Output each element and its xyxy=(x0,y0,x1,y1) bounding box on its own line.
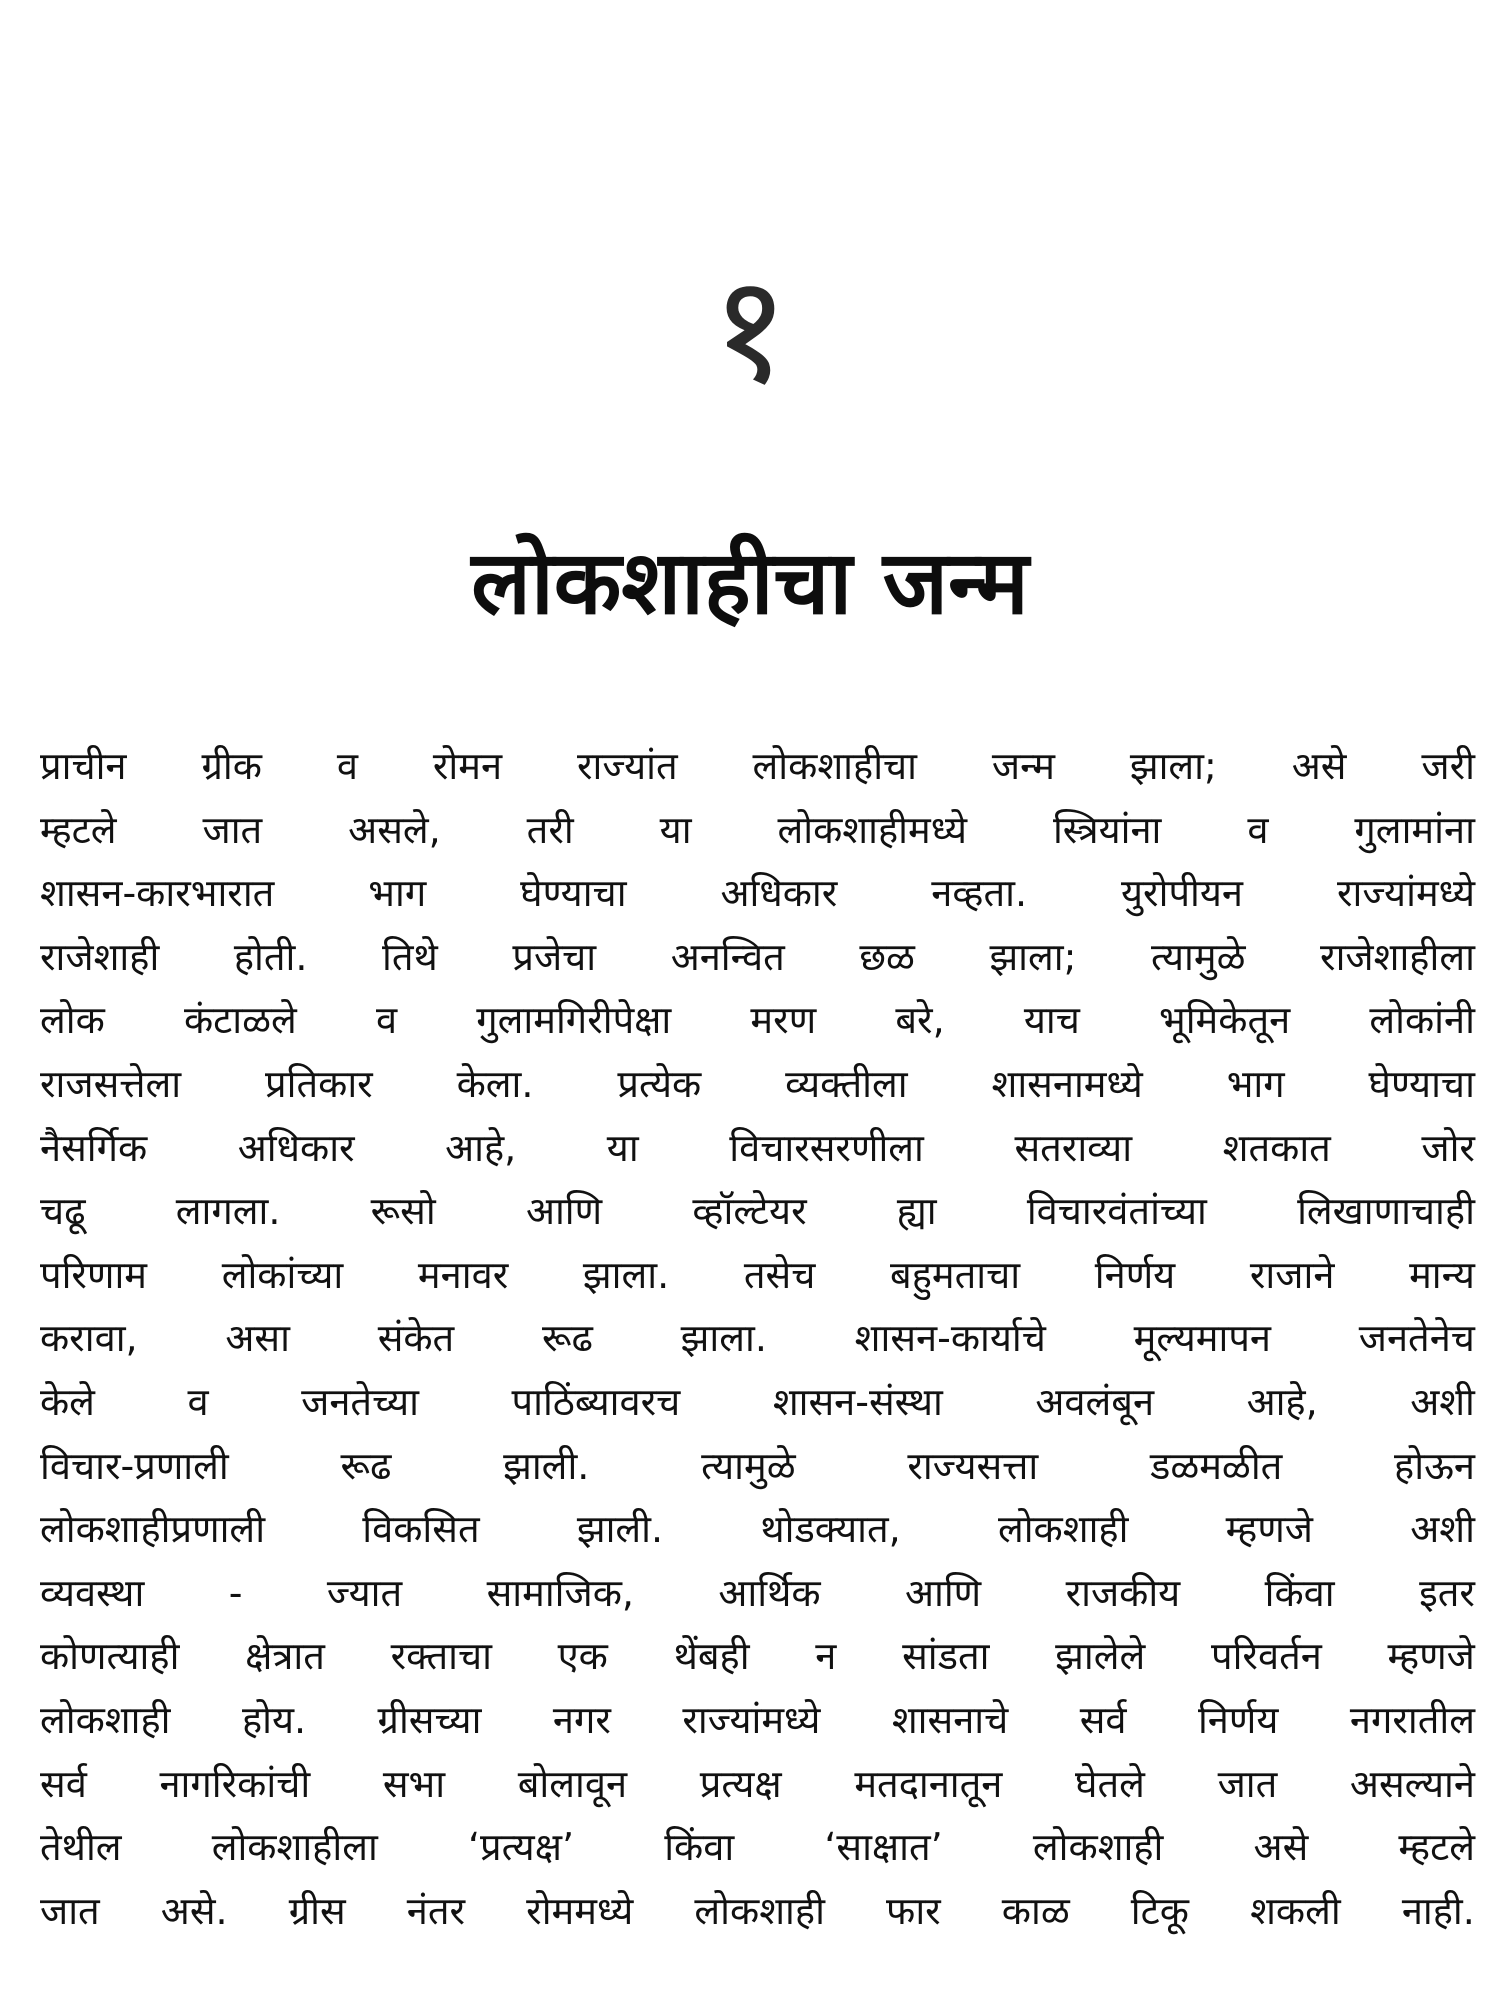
text-line: नैसर्गिक अधिकार आहे, या विचारसरणीला सतराव्या शतकात जोर xyxy=(40,1125,1475,1170)
text-line: प्राचीन ग्रीक व रोमन राज्यांत लोकशाहीचा जन्म झाला; असे जरी xyxy=(40,744,1475,788)
text-line: केले व जनतेच्या पाठिंब्यावरच शासन-संस्था अवलंबून आहे, अशी xyxy=(40,1379,1475,1424)
text-line: लोकशाही होय. ग्रीसच्या नगर राज्यांमध्ये शासनाचे सर्व निर्णय नगरातील xyxy=(40,1697,1475,1742)
text-line: लोक कंटाळले व गुलामगिरीपेक्षा मरण बरे, याच भूमिकेतून लोकांनी xyxy=(40,998,1475,1043)
text-line: राजेशाही होती. तिथे प्रजेचा अनन्वित छळ झाला; त्यामुळे राजेशाहीला xyxy=(40,934,1475,979)
text-line: चढू लागला. रूसो आणि व्हॉल्टेयर ह्या विचारवंतांच्या लिखाणाचाही xyxy=(40,1189,1475,1234)
text-line: जात असे. ग्रीस नंतर रोममध्ये लोकशाही फार काळ टिकू शकली नाही. xyxy=(40,1888,1475,1933)
text-line: तेथील लोकशाहीला ‘प्रत्यक्ष’ किंवा ‘साक्षात’ लोकशाही असे म्हटले xyxy=(40,1825,1475,1870)
text-line: म्हटले जात असले, तरी या लोकशाहीमध्ये स्त्रियांना व गुलामांना xyxy=(40,807,1475,852)
text-line: सर्व नागरिकांची सभा बोलावून प्रत्यक्ष मतदानातून घेतले जात असल्याने xyxy=(40,1761,1475,1806)
body-paragraph xyxy=(40,735,1475,1943)
text-line: परिणाम लोकांच्या मनावर झाला. तसेच बहुमताचा निर्णय राजाने मान्य xyxy=(40,1252,1475,1297)
text-line: लोकशाहीप्रणाली विकसित झाली. थोडक्यात, लोकशाही म्हणजे अशी xyxy=(40,1507,1475,1552)
text-line: करावा, असा संकेत रूढ झाला. शासन-कार्याचे मूल्यमापन जनतेनेच xyxy=(40,1316,1475,1361)
chapter-title: लोकशाहीचा जन्म xyxy=(471,531,1029,634)
text-line: कोणत्याही क्षेत्रात रक्ताचा एक थेंबही न सांडता झालेले परिवर्तन म्हणजे xyxy=(40,1634,1475,1679)
chapter-number: १ xyxy=(710,243,789,417)
text-line: विचार-प्रणाली रूढ झाली. त्यामुळे राज्यसत्ता डळमळीत होऊन xyxy=(40,1443,1475,1488)
text-line: राजसत्तेला प्रतिकार केला. प्रत्येक व्यक्तीला शासनामध्ये भाग घेण्याचा xyxy=(40,1061,1475,1106)
text-line: व्यवस्था - ज्यात सामाजिक, आर्थिक आणि राजकीय किंवा इतर xyxy=(40,1570,1475,1615)
text-line: शासन-कारभारात भाग घेण्याचा अधिकार नव्हता. युरोपीयन राज्यांमध्ये xyxy=(40,871,1475,916)
